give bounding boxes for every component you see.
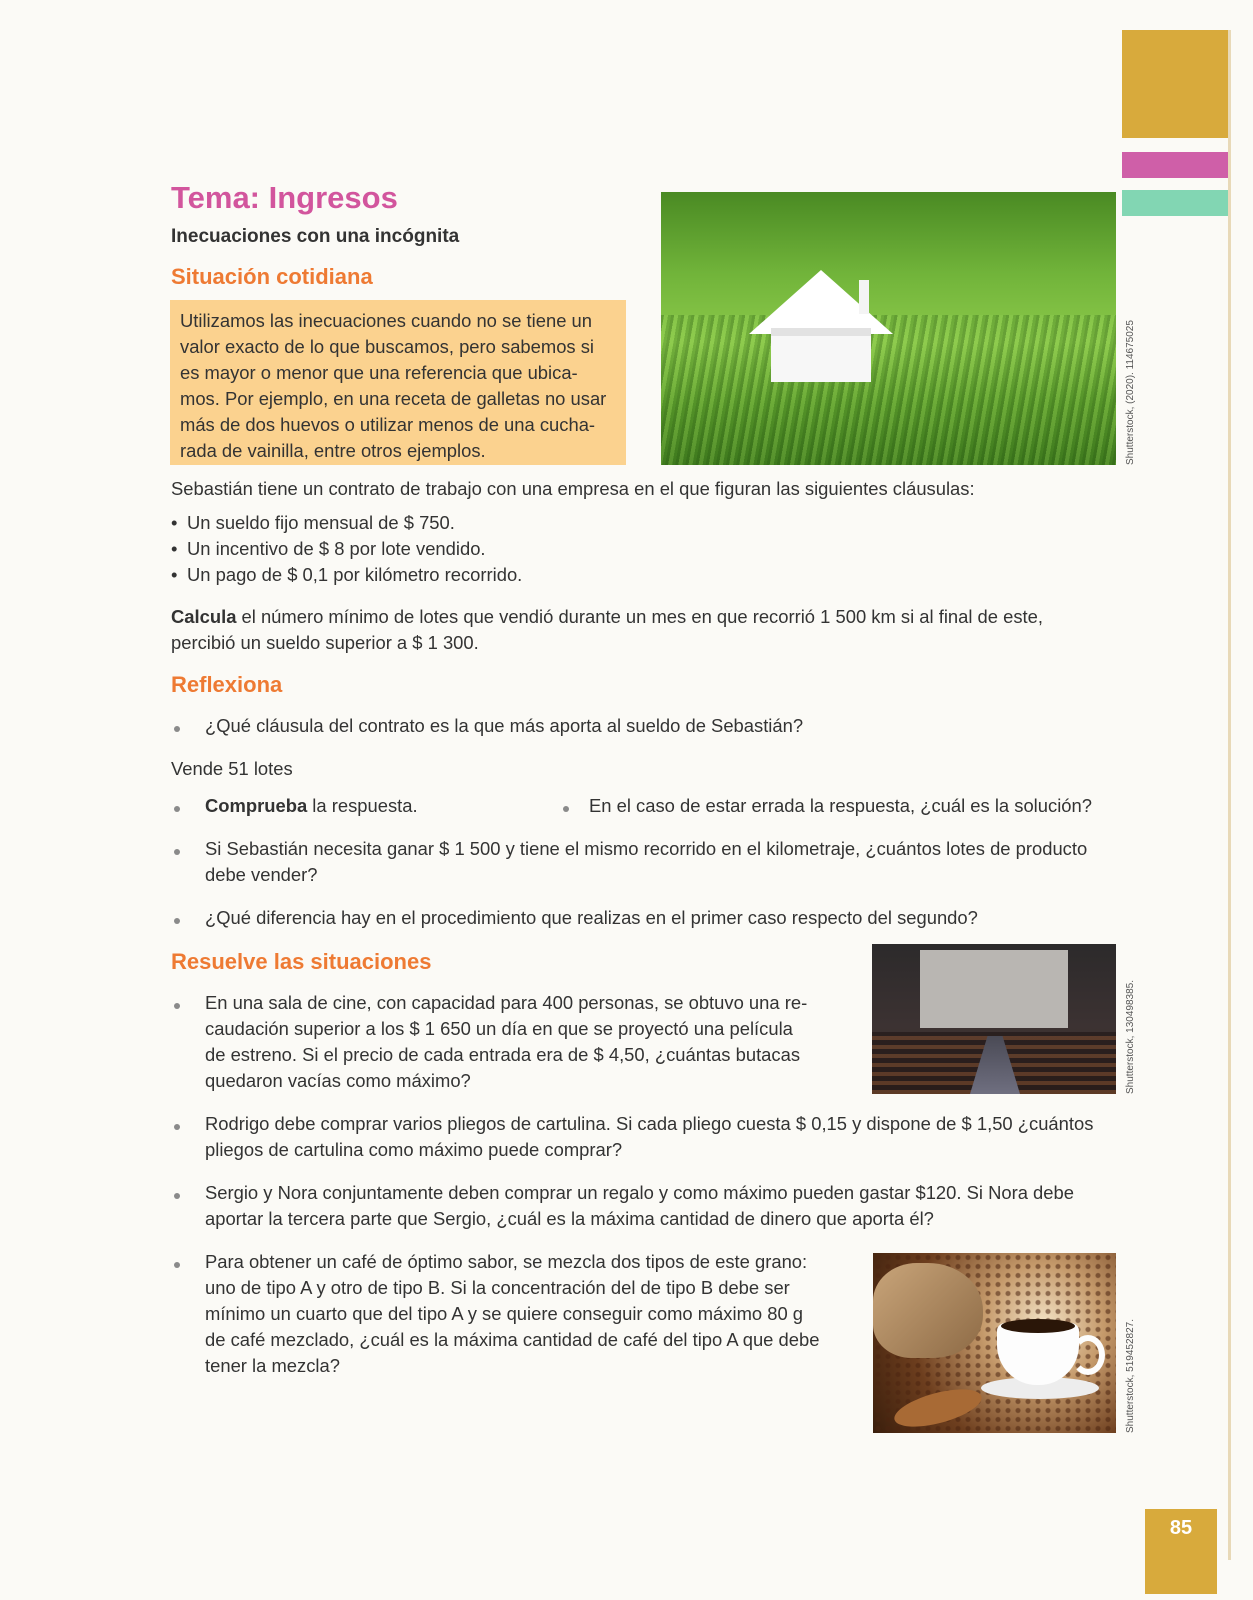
bullet-dot bbox=[174, 806, 180, 812]
list-item: • Un incentivo de $ 8 por lote vendido. bbox=[171, 538, 486, 559]
cinema-photo-credit: Shutterstock, 130498385. bbox=[1125, 980, 1136, 1094]
situation-line: es mayor o menor que una referencia que ubica- bbox=[180, 362, 578, 383]
coffee-photo bbox=[873, 1253, 1116, 1433]
bullet-dot bbox=[563, 806, 569, 812]
page-edge-line bbox=[1228, 30, 1231, 1560]
bullet-dot bbox=[174, 849, 180, 855]
color-tab-gold bbox=[1122, 30, 1230, 138]
cinema-photo bbox=[872, 944, 1116, 1094]
situation-box bbox=[170, 300, 626, 465]
page-number-box bbox=[1145, 1509, 1217, 1594]
reflexiona-question-4: Si Sebastián necesita ganar $ 1 500 y tiene el mismo recorrido en el kilometraje, ¿cuántos lotes de producto debe vender? bbox=[205, 838, 1088, 885]
reflexiona-question-5: ¿Qué diferencia hay en el procedimiento que realizas en el primer caso respecto del segundo? bbox=[205, 907, 978, 928]
list-item: • Un sueldo fijo mensual de $ 750. bbox=[171, 512, 455, 533]
answer-text: Vende 51 lotes bbox=[171, 758, 293, 779]
resuelve-heading: Resuelve las situaciones bbox=[171, 949, 432, 974]
reflexiona-question-1: ¿Qué cláusula del contrato es la que más aporta al sueldo de Sebastián? bbox=[205, 715, 804, 736]
contract-intro: Sebastián tiene un contrato de trabajo con una empresa en el que figuran las siguientes cláusulas: bbox=[171, 478, 975, 499]
coffee-photo-credit: Shutterstock, 519452827. bbox=[1125, 1319, 1136, 1433]
house-grass-photo bbox=[661, 192, 1116, 465]
house-photo-credit: Shutterstock, (2020). 114675025 bbox=[1125, 320, 1136, 465]
list-item: • Un pago de $ 0,1 por kilómetro recorrido. bbox=[171, 564, 523, 585]
situation-2: Rodrigo debe comprar varios pliegos de cartulina. Si cada pliego cuesta $ 0,15 y dispone de $ 1,50 ¿cuántos pliegos de cartulina como máximo puede comprar? bbox=[205, 1113, 1094, 1160]
house-icon bbox=[741, 262, 901, 382]
situation-heading: Situación cotidiana bbox=[171, 264, 373, 289]
color-tab-mint bbox=[1122, 190, 1230, 216]
reflexiona-question-2: Comprueba la respuesta. bbox=[205, 795, 418, 816]
situation-line: rada de vainilla, entre otros ejemplos. bbox=[180, 440, 486, 461]
clause-list bbox=[171, 510, 522, 588]
situation-4: Para obtener un café de óptimo sabor, se mezcla dos tipos de este grano: uno de tipo A y otro de tipo B. Si la concentración del de tipo B debe ser mínimo un cuarto que del tipo A y se quiere conseguir como máximo 80 g de café mezclado, ¿cuál es la máxima cantidad de café del tipo A que debe tener la mezcla? bbox=[205, 1251, 820, 1376]
topic-title: Tema: Ingresos bbox=[171, 180, 398, 215]
page-number: 85 bbox=[1169, 1517, 1193, 1539]
bullet-dot bbox=[174, 726, 180, 732]
situation-line: Utilizamos las inecuaciones cuando no se tiene un bbox=[180, 310, 592, 331]
reflexiona-question-3: En el caso de estar errada la respuesta, ¿cuál es la solución? bbox=[589, 795, 1092, 816]
situation-1: En una sala de cine, con capacidad para 400 personas, se obtuvo una re- caudación superior a los $ 1 650 un día en que se proyectó una película de estreno. Si el precio de cada entrada era de $ 4,50, ¿cuántas butacas quedaron vacías como máximo? bbox=[205, 992, 808, 1091]
situation-line: mos. Por ejemplo, en una receta de galletas no usar bbox=[180, 388, 607, 409]
situation-line: valor exacto de lo que buscamos, pero sabemos si bbox=[180, 336, 595, 357]
situation-line: más de dos huevos o utilizar menos de una cucha- bbox=[180, 414, 596, 435]
bullet-dot bbox=[174, 1193, 180, 1199]
bullet-dot bbox=[174, 1003, 180, 1009]
reflexiona-heading: Reflexiona bbox=[171, 672, 283, 697]
bullet-dot bbox=[174, 918, 180, 924]
calcula-paragraph: Calcula el número mínimo de lotes que vendió durante un mes en que recorrió 1 500 km si al final de este, percibió un sueldo superior a $ 1 300. bbox=[171, 606, 1043, 653]
situation-3: Sergio y Nora conjuntamente deben comprar un regalo y como máximo pueden gastar $120. Si Nora debe aportar la tercera parte que Sergio, ¿cuál es la máxima cantidad de dinero que aporta él? bbox=[205, 1182, 1074, 1229]
bullet-dot bbox=[174, 1124, 180, 1130]
color-tab-pink bbox=[1122, 152, 1230, 178]
topic-subtitle: Inecuaciones con una incógnita bbox=[171, 226, 460, 247]
bullet-dot bbox=[174, 1262, 180, 1268]
